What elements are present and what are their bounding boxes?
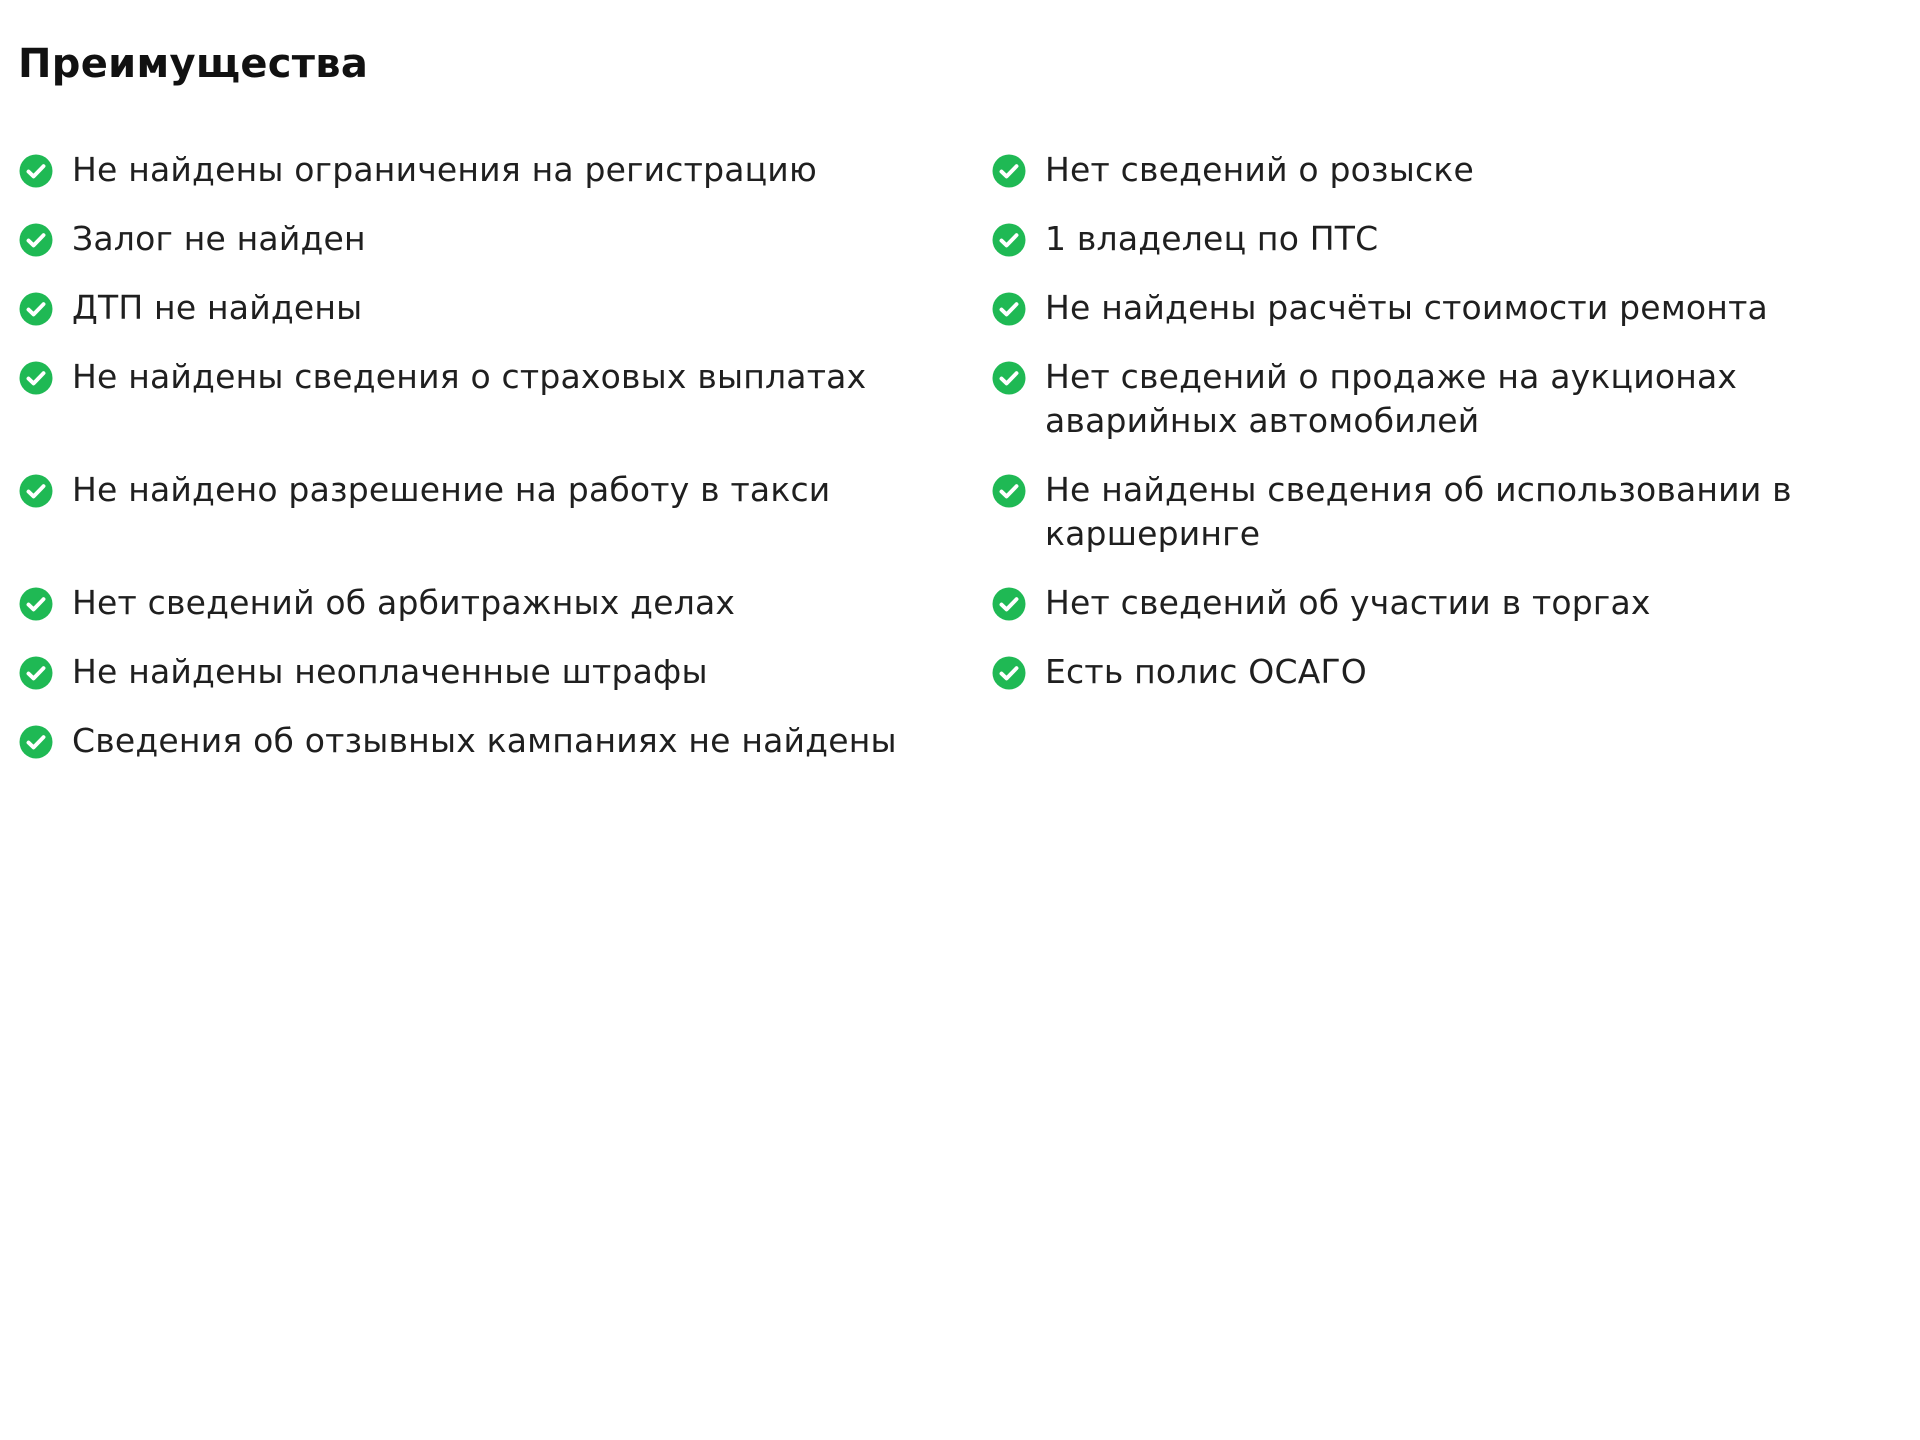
advantage-item [991, 217, 1918, 261]
check-circle-icon [991, 655, 1027, 691]
advantage-item [18, 650, 991, 694]
advantage-label: Сведения об отзывных кампаниях не найдены [72, 721, 897, 760]
check-circle-icon [991, 291, 1027, 327]
check-circle-icon [18, 222, 54, 258]
advantage-item [991, 148, 1918, 192]
section-title: Преимущества [18, 41, 369, 87]
check-circle-icon [18, 473, 54, 509]
advantage-label: Не найдены расчёты стоимости ремонта [1045, 288, 1768, 327]
advantage-item [18, 148, 991, 192]
advantage-item [18, 468, 991, 556]
advantage-label: Нет сведений о продаже на аукционах аварийных автомобилей [1045, 357, 1738, 440]
empty-cell [991, 719, 1918, 788]
advantage-item [18, 581, 991, 625]
advantage-item [18, 355, 991, 443]
advantage-label: Нет сведений о розыске [1045, 150, 1475, 189]
advantages-grid [18, 148, 1918, 788]
advantage-item [991, 468, 1918, 556]
check-circle-icon [18, 724, 54, 760]
check-circle-icon [991, 473, 1027, 509]
advantage-item [18, 719, 991, 763]
advantages-section [18, 36, 1918, 788]
check-circle-icon [991, 586, 1027, 622]
advantage-label: Есть полис ОСАГО [1045, 652, 1367, 691]
check-circle-icon [991, 360, 1027, 396]
check-circle-icon [18, 153, 54, 189]
advantage-label: Не найдены ограничения на регистрацию [72, 150, 817, 189]
advantage-label: Нет сведений об участии в торгах [1045, 583, 1651, 622]
advantage-label: Нет сведений об арбитражных делах [72, 583, 736, 622]
advantage-item [991, 355, 1918, 443]
check-circle-icon [991, 222, 1027, 258]
advantage-label: Не найдены сведения о страховых выплатах [72, 357, 867, 396]
advantage-label: Не найдены неоплаченные штрафы [72, 652, 708, 691]
advantage-label: Не найдены сведения об использовании в каршеринге [1045, 470, 1792, 553]
check-circle-icon [991, 153, 1027, 189]
advantage-item [991, 650, 1918, 694]
check-circle-icon [18, 291, 54, 327]
check-circle-icon [18, 655, 54, 691]
advantage-label: ДТП не найдены [72, 288, 363, 327]
advantage-label: 1 владелец по ПТС [1045, 219, 1379, 258]
check-circle-icon [18, 586, 54, 622]
check-circle-icon [18, 360, 54, 396]
advantage-item [18, 286, 991, 330]
advantage-item [18, 217, 991, 261]
advantage-label: Залог не найден [72, 219, 366, 258]
advantage-item [991, 581, 1918, 625]
advantage-label: Не найдено разрешение на работу в такси [72, 470, 831, 509]
advantage-item [991, 286, 1918, 330]
